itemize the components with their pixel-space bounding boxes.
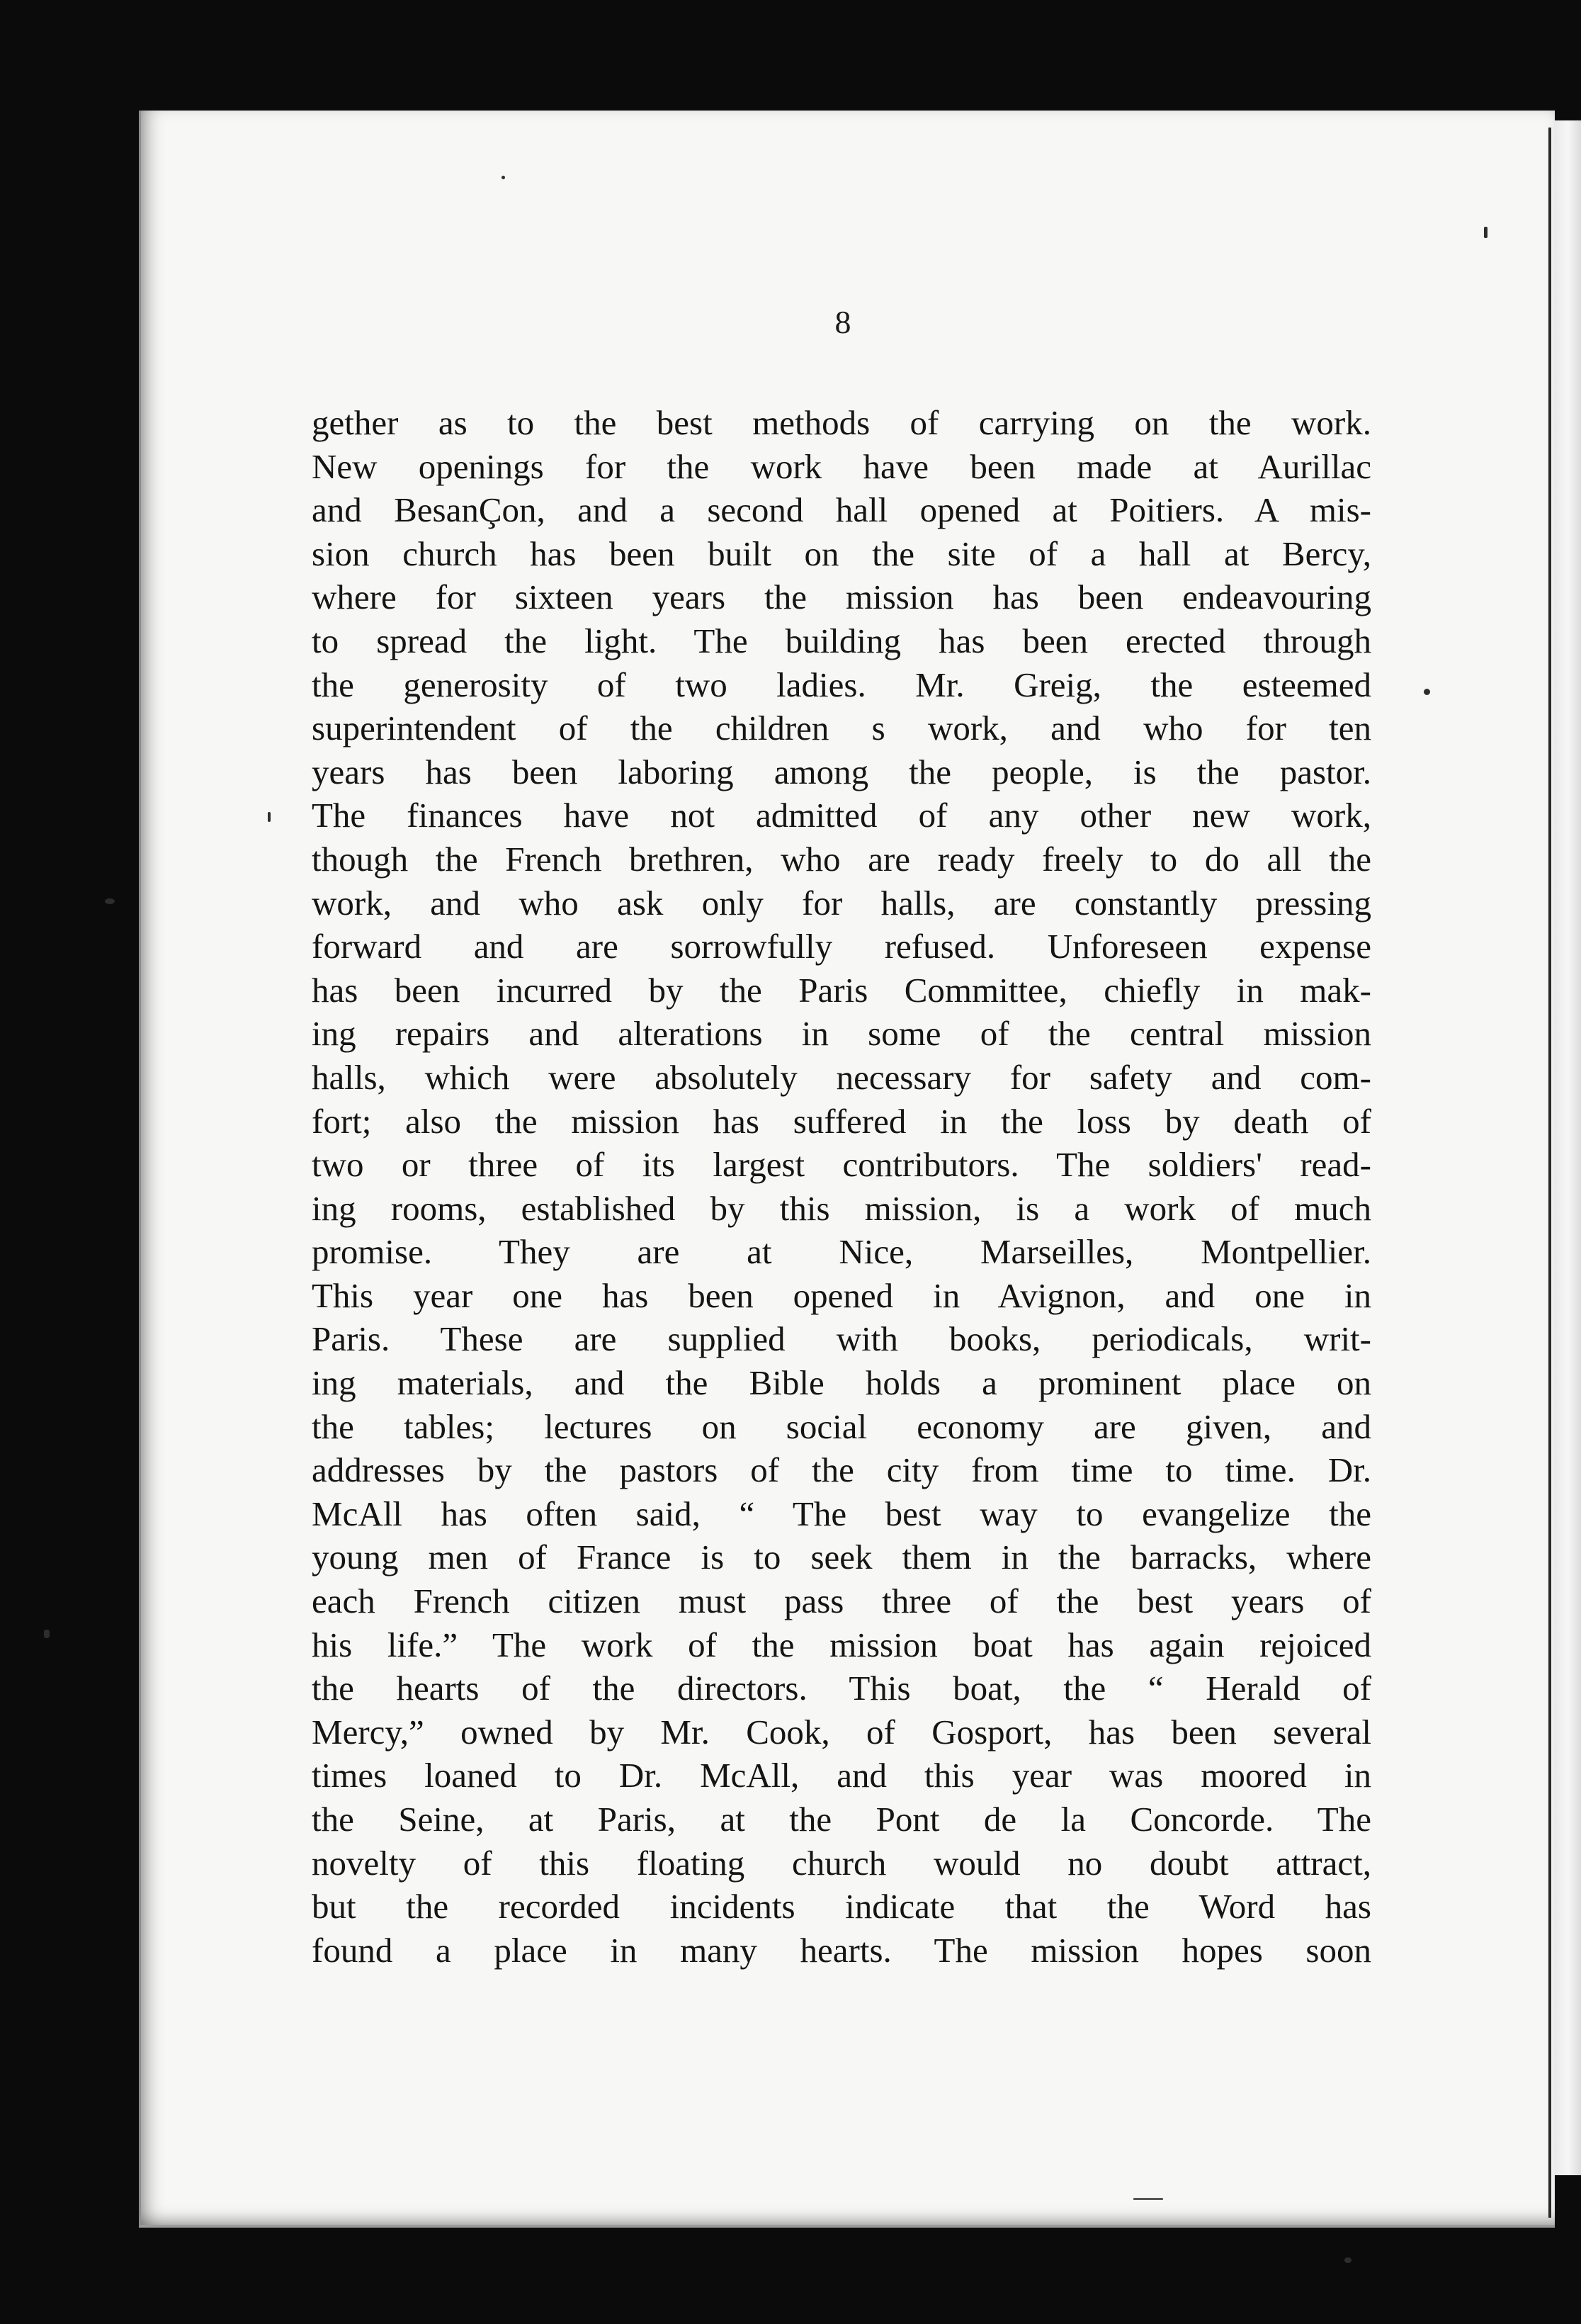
text-line: found a place in many hearts. The mission hopes soon [312, 1930, 1371, 1970]
text-line: addresses by the pastors of the city from time to time. Dr. [312, 1450, 1371, 1490]
text-line: but the recorded incidents indicate that the Word has [312, 1887, 1371, 1927]
text-line: New openings for the work have been made at Aurillac [312, 446, 1371, 486]
text-line: work, and who ask only for halls, are constantly pressing [312, 883, 1371, 923]
dust-speck [105, 898, 115, 904]
dust-speck [268, 812, 271, 822]
text-line: halls, which were absolutely necessary for safety and com- [312, 1057, 1371, 1097]
text-line: McAll has often said, “ The best way to evangelize the [312, 1494, 1371, 1533]
text-line: promise. They are at Nice, Marseilles, Montpellier. [312, 1232, 1371, 1272]
text-line: each French citizen must pass three of the best years of [312, 1581, 1371, 1621]
dust-speck [1133, 2198, 1163, 2200]
text-line: where for sixteen years the mission has been endeavouring [312, 577, 1371, 617]
dust-speck [44, 1630, 50, 1638]
text-line: This year one has been opened in Avignon, and one in [312, 1275, 1371, 1315]
text-line: the Seine, at Paris, at the Pont de la Concorde. The [312, 1800, 1371, 1839]
text-line: the generosity of two ladies. Mr. Greig, the esteemed [312, 665, 1371, 704]
text-line: the hearts of the directors. This boat, the “ Herald of [312, 1669, 1371, 1708]
text-line: Paris. These are supplied with books, periodicals, writ- [312, 1319, 1371, 1359]
text-line: times loaned to Dr. McAll, and this year was moored in [312, 1756, 1371, 1795]
text-line: Mercy,” owned by Mr. Cook, of Gosport, has been several [312, 1712, 1371, 1752]
text-line: The finances have not admitted of any other new work, [312, 796, 1371, 835]
text-line: years has been laboring among the people, is the pastor. [312, 752, 1371, 791]
text-line: ing materials, and the Bible holds a prominent place on [312, 1363, 1371, 1403]
text-line: ing rooms, established by this mission, is a work of much [312, 1188, 1371, 1228]
text-line: though the French brethren, who are ready freely to do all the [312, 839, 1371, 879]
text-line: the tables; lectures on social economy are given, and [312, 1406, 1371, 1446]
text-line: forward and are sorrowfully refused. Unforeseen expense [312, 927, 1371, 966]
text-line: gether as to the best methods of carrying on the work. [312, 403, 1371, 442]
dust-speck [1424, 689, 1430, 695]
text-line: two or three of its largest contributors. The soldiers' read- [312, 1145, 1371, 1185]
body-text [312, 401, 1371, 1972]
dust-speck [1344, 2257, 1352, 2263]
text-line: has been incurred by the Paris Committee, chiefly in mak- [312, 970, 1371, 1010]
text-line: to spread the light. The building has been erected through [312, 621, 1371, 660]
page-spine-shadow [1548, 128, 1551, 2218]
text-line: sion church has been built on the site of a hall at Bercy, [312, 534, 1371, 573]
dust-speck [502, 176, 505, 179]
text-line: superintendent of the children s work, and who for ten [312, 709, 1371, 748]
page-number: 8 [834, 304, 851, 340]
text-line: young men of France is to seek them in the barracks, where [312, 1538, 1371, 1577]
dust-speck [1484, 227, 1488, 238]
text-line: fort; also the mission has suffered in the loss by death of [312, 1101, 1371, 1141]
text-line: and BesanÇon, and a second hall opened at Poitiers. A mis- [312, 490, 1371, 530]
text-line: ing repairs and alterations in some of the central mission [312, 1014, 1371, 1054]
text-line: novelty of this floating church would no doubt attract, [312, 1843, 1371, 1883]
text-line: his life.” The work of the mission boat has again rejoiced [312, 1625, 1371, 1664]
